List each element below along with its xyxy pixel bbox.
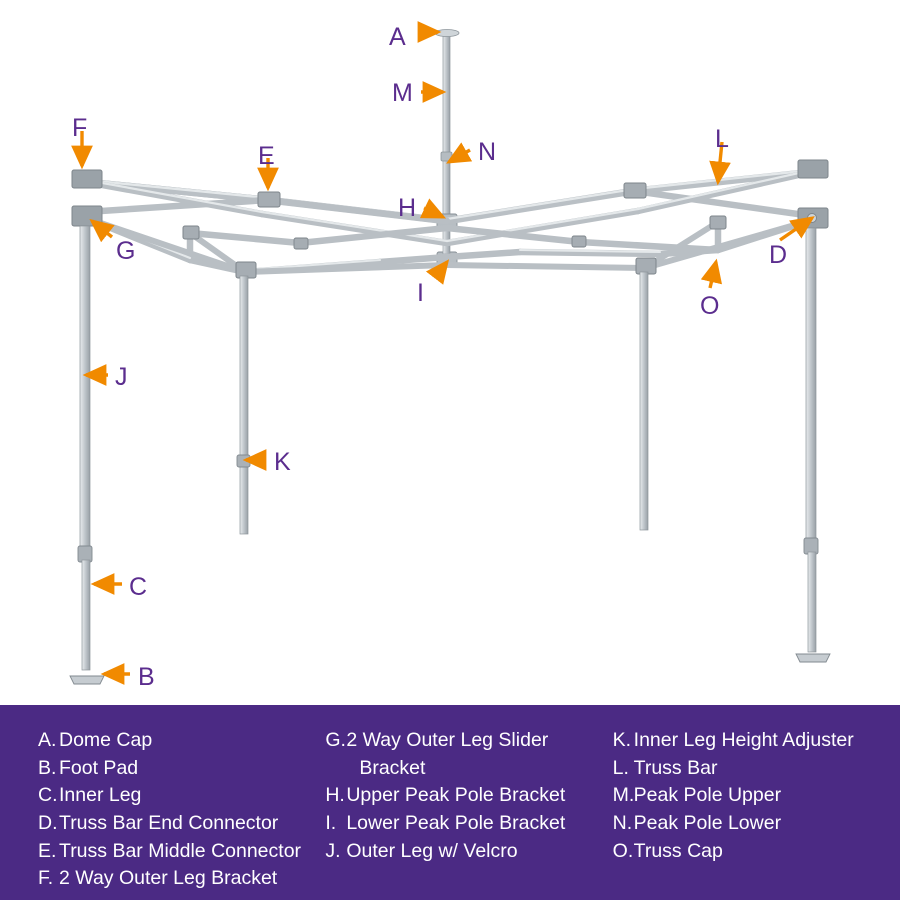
legend-entry-j [325,838,596,866]
legend-text-k: Inner Leg Height Adjuster [633,729,854,751]
legend-key-g: G. [325,729,346,751]
callout-label-A: A [389,23,406,51]
legend-key-l: L. [612,756,629,779]
legend-key-e: E. [38,839,57,862]
legend-entry-m [613,782,884,810]
legend-text-i: Lower Peak Pole Bracket [346,812,566,835]
legend-key-a: A. [38,729,57,751]
callout-label-C: C [129,573,148,601]
legend-text-f: 2 Way Outer Leg Bracket [59,867,278,890]
callout-label-H: H [398,194,417,222]
inner-leg-right [808,552,816,652]
inner-legs [237,272,648,534]
callout-label-D: D [769,241,788,269]
legend-entry-g [325,727,596,782]
legend-entry-b [38,755,309,783]
legend-key-o: O. [612,839,634,862]
legend-key-i: I. [325,812,337,835]
callout-label-I: I [417,279,424,307]
legend-key-d: D. [38,812,58,835]
legend-entry-o [613,838,884,866]
inner-leg-top-bracket-right [636,258,656,274]
legend-text-h: Upper Peak Pole Bracket [346,784,566,807]
legend-entry-h [325,782,596,810]
legend-key-b: B. [38,756,57,779]
legend-entry-a [38,727,309,755]
legend-column-3 [597,727,884,893]
legend-columns [16,727,884,893]
inner-leg-back-center [640,272,648,530]
legend-key-j: J. [325,839,341,862]
inner-leg-front-center [240,276,248,534]
legend-text-a: Dome Cap [59,729,153,751]
peak-pole [435,30,459,227]
two-way-outer-leg-bracket-right [798,160,828,178]
outer-leg-right [806,228,816,543]
truss-bar-middle-connector-right [624,183,646,198]
truss-bar-middle-connector [258,192,280,207]
legend-column-1 [16,727,309,893]
callout-label-M: M [392,79,413,107]
truss-node-mid-right [572,236,586,247]
callout-label-K: K [274,448,291,476]
callout-label-O: O [700,292,720,320]
callout-label-G: G [116,237,136,265]
truss-cap-node-right [710,216,726,229]
legend-key-k: K. [612,729,632,751]
callout-label-L: L [715,125,729,153]
legend-entry-n [613,810,884,838]
inner-leg-height-adjuster-right [804,538,818,554]
legend-key-c: C. [38,784,58,807]
legend-text-g-line1: 2 Way Outer Leg Slider [346,729,549,751]
foot-pad-left [70,676,104,684]
legend-entry-f [38,865,309,893]
foot-pad-right [796,654,830,662]
inner-leg-top-bracket-left [236,262,256,278]
legend-text-j: Outer Leg w/ Velcro [346,839,518,862]
callout-label-E: E [258,142,275,170]
legend-text-o: Truss Cap [633,839,723,862]
legend-entry-i [325,810,596,838]
legend-text-n: Peak Pole Lower [633,812,782,835]
outer-leg-left [80,226,90,551]
legend-entry-d [38,810,309,838]
legend-text-g [346,727,596,782]
legend-entry-l [613,755,884,783]
legend-text-e: Truss Bar Middle Connector [59,839,302,862]
legend-key-f: F. [38,867,54,890]
legend-text-d: Truss Bar End Connector [59,812,279,835]
inner-leg-height-adjuster-left [78,546,92,562]
legend-entry-c [38,782,309,810]
two-way-outer-leg-bracket [72,170,102,188]
legend-entry-k [613,727,884,755]
legend-text-b: Foot Pad [59,756,139,779]
parts-legend [0,705,900,900]
two-way-outer-leg-slider-bracket [72,206,102,226]
callout-label-N: N [478,138,497,166]
arrow-O [710,262,716,288]
truss-node-mid-left [294,238,308,249]
legend-text-g-line2: Bracket [359,756,426,779]
legend-entry-e [38,838,309,866]
callout-label-B: B [138,663,155,691]
callout-label-F: F [72,114,88,142]
legend-text-c: Inner Leg [59,784,142,807]
legend-column-2 [309,727,596,893]
truss-node-left [183,226,199,239]
legend-key-m: M. [612,784,635,807]
inner-leg-left [82,560,90,670]
callout-label-J: J [115,363,128,391]
dome-cap [435,30,459,37]
legend-key-n: N. [612,812,633,835]
legend-key-h: H. [325,784,345,807]
legend-text-l: Truss Bar [633,756,718,779]
legend-text-m: Peak Pole Upper [633,784,782,807]
